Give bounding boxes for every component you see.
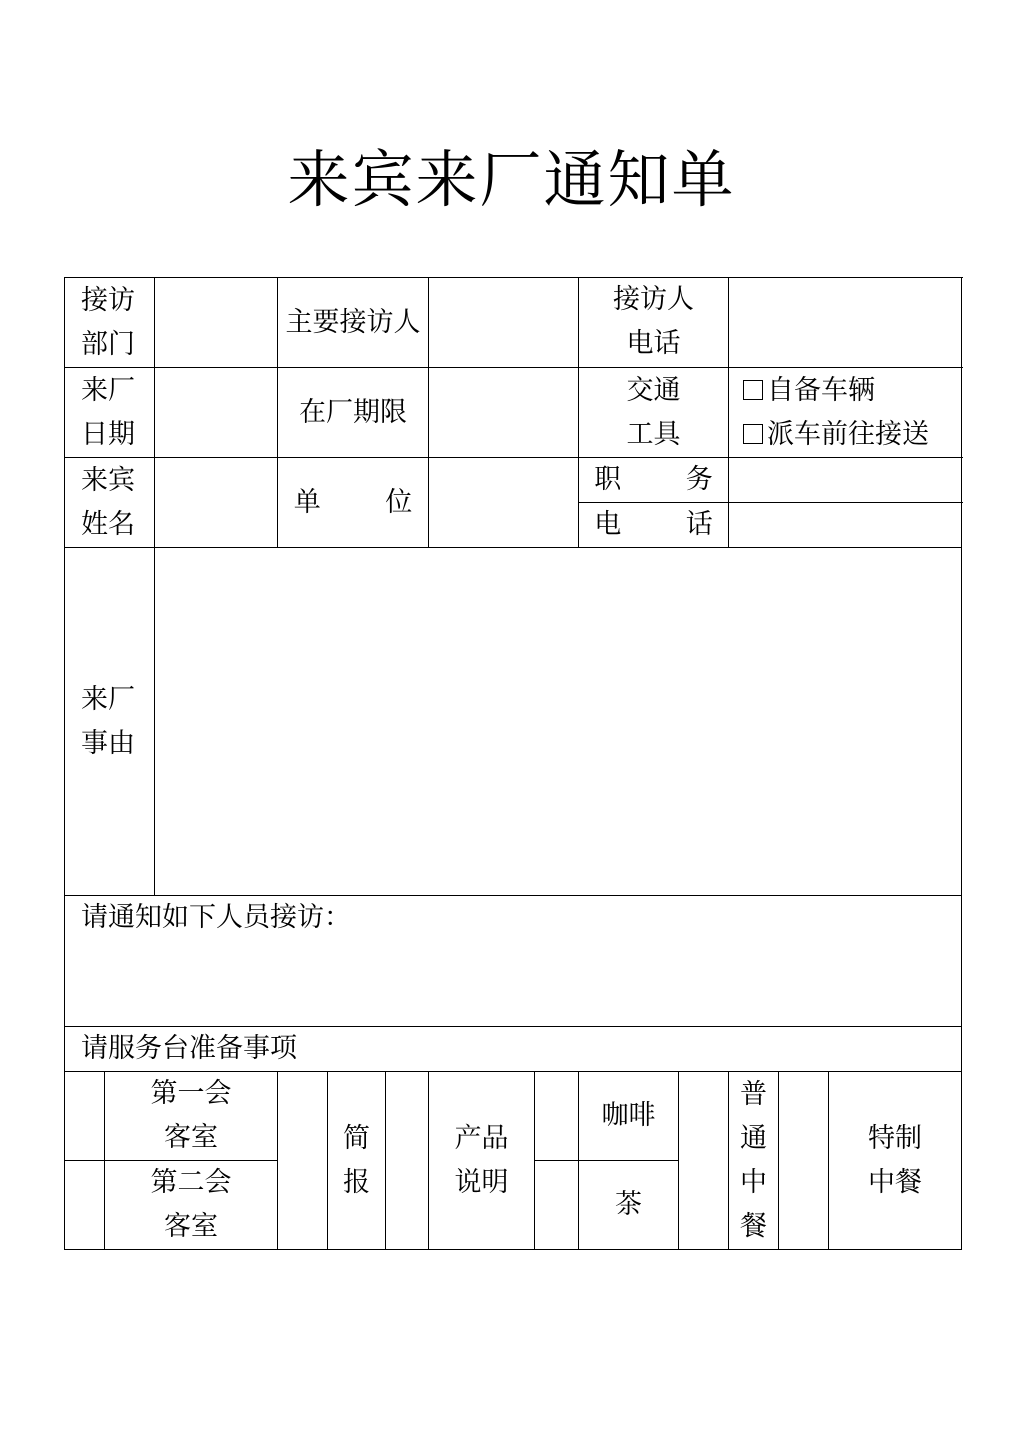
transport-options-cell <box>729 368 962 458</box>
position-value-cell[interactable] <box>729 458 962 503</box>
notify-cell[interactable] <box>65 896 962 1027</box>
guest-name-value-cell[interactable] <box>155 458 278 548</box>
guest-label-cell <box>65 458 155 548</box>
tea-check[interactable] <box>535 1161 579 1250</box>
main-host-label: 主要接访人 <box>278 278 429 368</box>
briefing-line1: 简 <box>343 1122 370 1154</box>
meeting-room-2-check[interactable] <box>65 1161 105 1250</box>
guest-label-line1: 来宾 <box>81 465 135 496</box>
special-lunch-line1: 特制 <box>868 1122 923 1154</box>
regular-lunch-label-cell <box>729 1072 779 1250</box>
unit-value-cell[interactable] <box>429 458 579 548</box>
pickup-option[interactable] <box>729 413 961 457</box>
meeting-room-2-line2: 客室 <box>164 1211 218 1242</box>
main-host-value-cell[interactable] <box>429 278 579 368</box>
special-lunch-check[interactable] <box>779 1072 829 1250</box>
meeting-room-2-line1: 第二会 <box>150 1167 232 1198</box>
checkbox-icon[interactable] <box>743 380 763 400</box>
briefing-check[interactable] <box>278 1072 328 1250</box>
host-phone-label-line2: 电话 <box>626 328 681 359</box>
date-value-cell[interactable] <box>155 368 278 458</box>
host-phone-label-line1: 接访人 <box>613 284 695 315</box>
regular-lunch-line1: 普通 <box>740 1078 768 1154</box>
stay-value-cell[interactable] <box>429 368 579 458</box>
product-line1: 产品 <box>454 1122 509 1154</box>
regular-lunch-line2: 中餐 <box>740 1166 768 1242</box>
position-label: 职 务 <box>579 458 729 503</box>
date-label-line2: 日期 <box>81 419 135 450</box>
reason-label-line1: 来厂 <box>81 684 135 715</box>
reason-label-line2: 事由 <box>81 728 135 759</box>
reason-value-cell[interactable] <box>155 548 962 896</box>
dept-value-cell[interactable] <box>155 278 278 368</box>
briefing-line2: 报 <box>343 1166 370 1198</box>
product-label-cell <box>429 1072 535 1250</box>
coffee-label: 咖啡 <box>579 1072 679 1161</box>
stay-label: 在厂期限 <box>278 368 429 458</box>
reason-label-cell <box>65 548 155 896</box>
own-vehicle-option[interactable] <box>729 369 961 413</box>
phone-value-cell[interactable] <box>729 503 962 548</box>
coffee-check[interactable] <box>535 1072 579 1161</box>
transport-label-line2: 工具 <box>626 418 681 450</box>
briefing-label-cell <box>328 1072 386 1250</box>
guest-label-line2: 姓名 <box>81 509 135 540</box>
product-line2: 说明 <box>454 1166 509 1198</box>
visitor-form-table <box>64 277 962 1250</box>
service-label: 请服务台准备事项 <box>65 1027 962 1072</box>
transport-label-cell <box>579 368 729 458</box>
product-check[interactable] <box>386 1072 429 1250</box>
own-vehicle-label: 自备车辆 <box>767 374 876 406</box>
regular-lunch-check[interactable] <box>679 1072 729 1250</box>
special-lunch-line2: 中餐 <box>868 1166 923 1198</box>
meeting-room-1-label-cell <box>105 1072 278 1161</box>
meeting-room-2-label-cell <box>105 1161 278 1250</box>
special-lunch-label-cell <box>829 1072 962 1250</box>
unit-label: 单 位 <box>278 458 429 548</box>
tea-label: 茶 <box>579 1161 679 1250</box>
pickup-label: 派车前往接送 <box>767 418 930 450</box>
dept-label-line1: 接访 <box>81 285 135 316</box>
notify-label: 请通知如下人员接访： <box>81 902 351 933</box>
phone-label: 电 话 <box>579 503 729 548</box>
meeting-room-1-check[interactable] <box>65 1072 105 1161</box>
date-label-cell <box>65 368 155 458</box>
host-phone-value-cell[interactable] <box>729 278 962 368</box>
dept-label-line2: 部门 <box>81 329 135 360</box>
dept-label-cell <box>65 278 155 368</box>
host-phone-label-cell <box>579 278 729 368</box>
date-label-line1: 来厂 <box>81 375 135 406</box>
transport-label-line1: 交通 <box>626 374 681 406</box>
meeting-room-1-line2: 客室 <box>164 1122 218 1153</box>
checkbox-icon[interactable] <box>743 424 763 444</box>
page-title: 来宾来厂通知单 <box>287 143 736 216</box>
meeting-room-1-line1: 第一会 <box>150 1078 232 1109</box>
